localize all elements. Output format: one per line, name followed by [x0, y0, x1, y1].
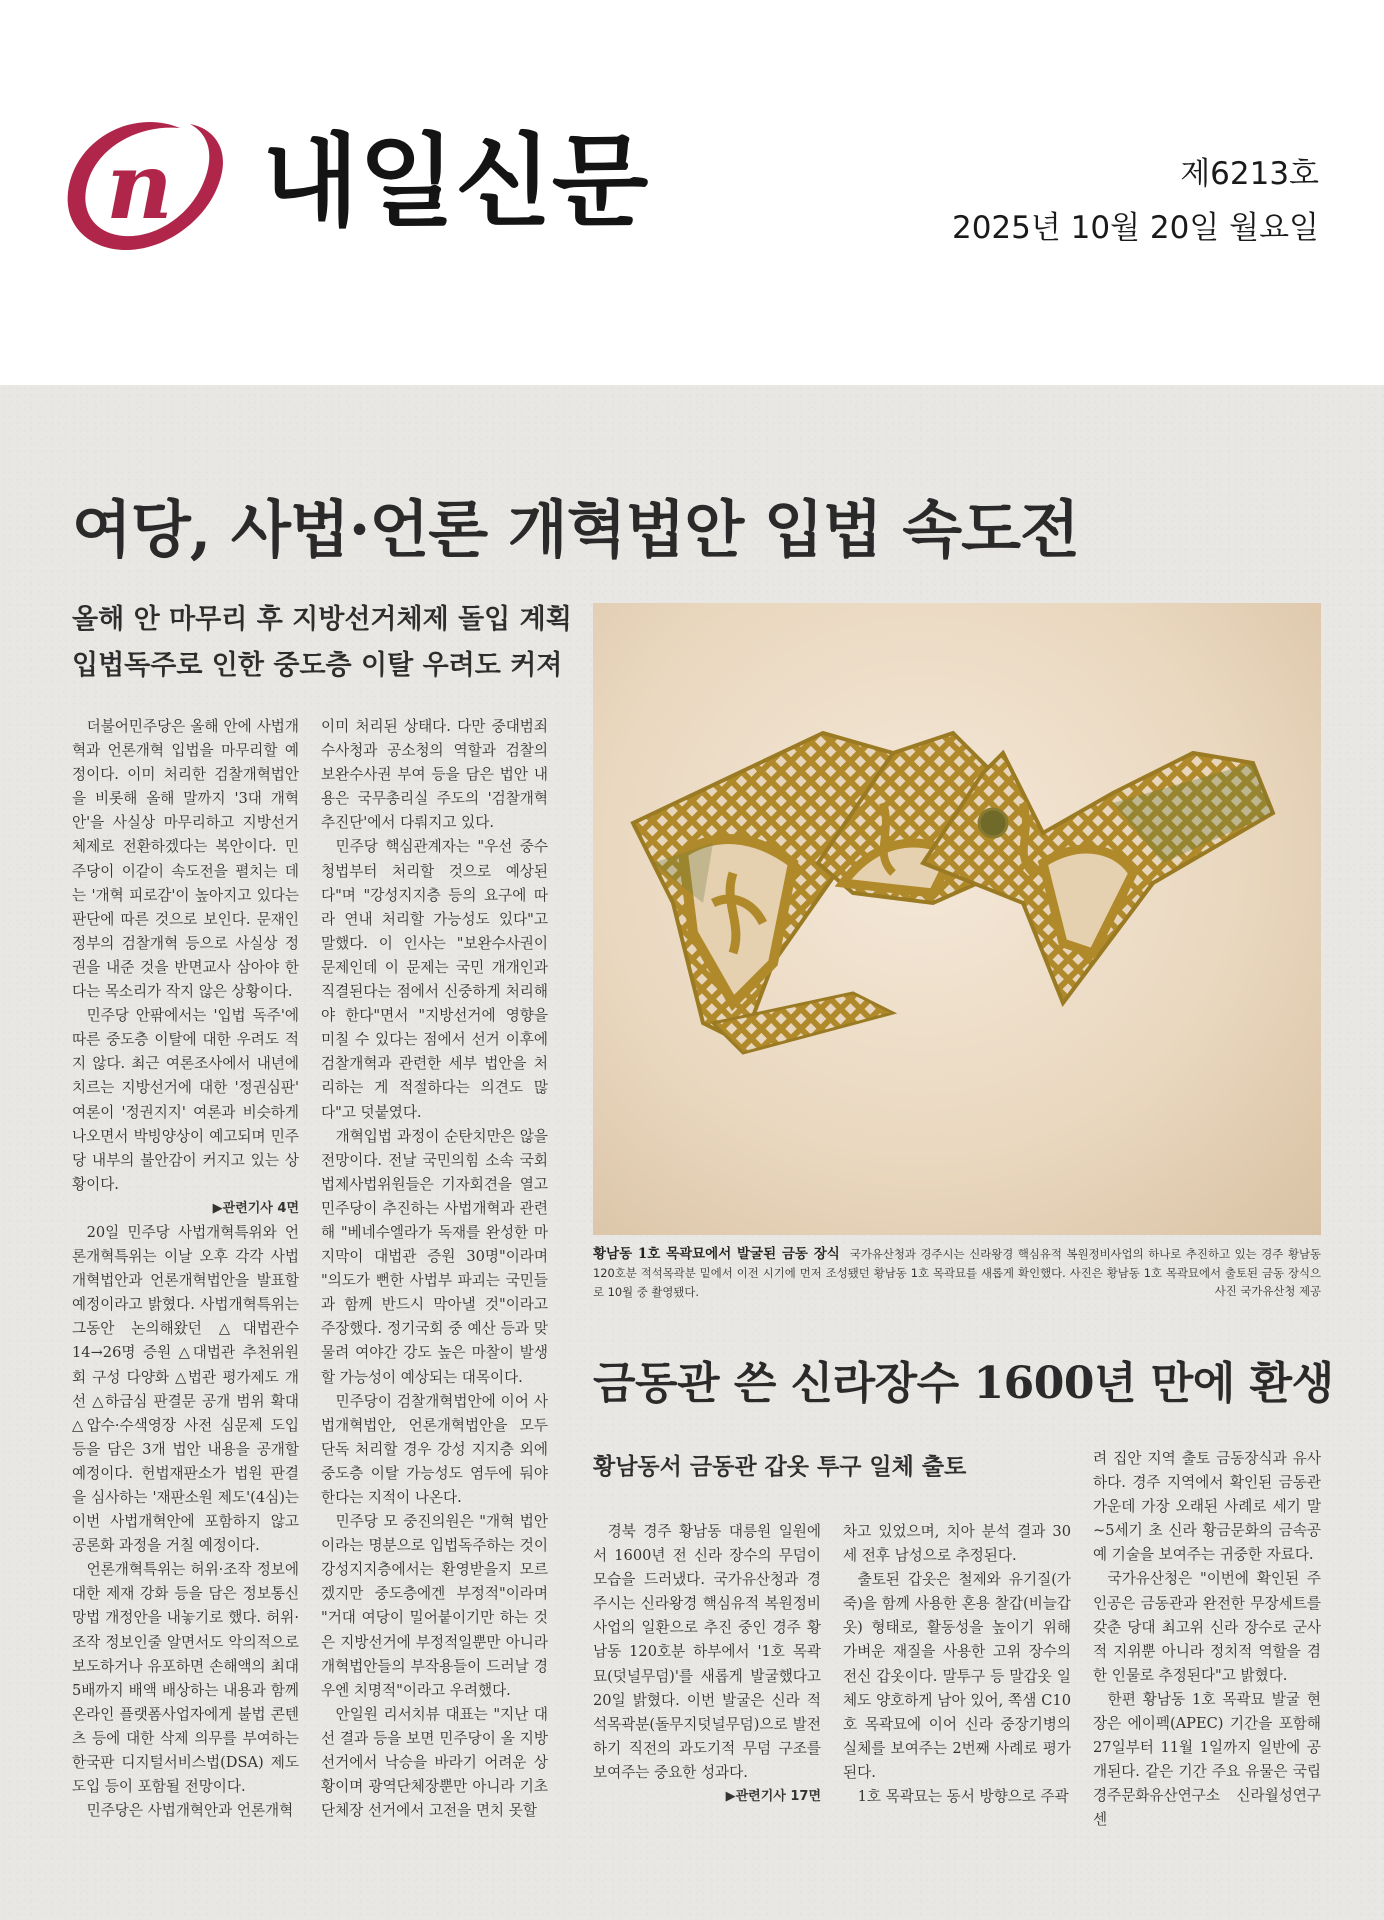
photo-caption-title: 황남동 1호 목곽묘에서 발굴된 금동 장식	[593, 1246, 840, 1262]
masthead	[0, 0, 1384, 385]
main-headline: 여당, 사법·언론 개혁법안 입법 속도전	[72, 493, 1079, 566]
article2-paragraph: 국가유산청은 "이번에 확인된 주인공은 금동관과 완전한 무장세트를 갖춘 당대 최고위 신라 장수로 군사적 지위뿐 아니라 정치적 역할을 겸한 인물로 추정된다"고 밝혔다.	[1093, 1570, 1321, 1684]
article2-column-3	[1093, 1447, 1321, 1902]
article1-paragraph: 민주당 모 중진의원은 "개혁 법안이라는 명분으로 입법독주하는 것이 강성지지층에서는 환영받을지 모르겠지만 중도층에겐 부정적"이라며 "거대 여당이 밀어붙이기만 하는 것은 지방선거에 부정적일뿐만 아니라 개혁법안들의 부작용들이 드러날 경우엔 치명적"이라고 우려했다.	[321, 1513, 548, 1699]
front-page	[0, 385, 1384, 1920]
article1-column-2	[321, 715, 548, 1910]
article2-paragraph: 한편 황남동 1호 목곽묘 발굴 현장은 에이펙(APEC) 기간을 포함해 27일부터 11월 1일까지 일반에 공개된다. 같은 기간 주요 유물은 국립경주문화유산연구소 신라월성연구센	[1093, 1690, 1321, 1829]
article1-paragraph: 민주당 안팎에서는 '입법 독주'에 따른 중도층 이탈에 대한 우려도 적지 않다. 최근 여론조사에서 내년에 치르는 지방선거에 대한 '정권심판' 여론이 '정권지지' 여론과 비슷하게 나오면서 박빙양상이 예고되며 민주당 내부의 불안감이 커지고 있는 상황이다.	[72, 1007, 299, 1193]
logo-letter: n	[106, 132, 173, 240]
article2-paragraph: 차고 있었으며, 치아 분석 결과 30세 전후 남성으로 추정된다.	[843, 1523, 1071, 1565]
article1-paragraph: 더불어민주당은 올해 안에 사법개혁과 언론개혁 입법을 마무리할 예정이다. 이미 처리한 검찰개혁법안을 비롯해 올해 말까지 '3대 개혁안'을 사실상 마무리하고 지방선거체제로 전환하겠다는 복안이다. 민주당이 이같이 속도전을 펼치는 데는 '개혁 피로감'이 높아지고 있다는 판단에 따른 것으로 보인다. 문재인정부의 검찰개혁 등으로 사실상 정권을 내준 것을 반면교사 삼아야 한다는 목소리가 작지 않은 상황이다.	[72, 718, 299, 1001]
article2-paragraph: 1호 목곽묘는 동서 방향으로 주곽	[857, 1788, 1069, 1806]
photo-credit: 사진 국가유산청 제공	[1214, 1284, 1321, 1298]
article1-paragraph: 민주당이 검찰개혁법안에 이어 사법개혁법안, 언론개혁법안을 모두 단독 처리할 경우 강성 지지층 외에 중도층 이탈 가능성도 염두에 둬야 한다는 지적이 나온다.	[321, 1392, 548, 1506]
photo-caption-text: 국가유산청과 경주시는 신라왕경 핵심유적 복원정비사업의 하나로 추진하고 있는 경주 황남동 120호분 적석목곽분 밑에서 이전 시기에 먼저 조성됐던 황남동 1호 목곽묘를 새롭게 확인했다. 사진은 황남동 1호 목곽묘에서 출토된 금동 장식으로 10월 중 촬영됐다.	[593, 1247, 1321, 1299]
article1-paragraph: 개혁입법 과정이 순탄치만은 않을 전망이다. 전날 국민의힘 소속 국회 법제사법위원들은 기자회견을 열고 민주당이 추진하는 사법개혁과 관련해 "베네수엘라가 독재를 완성한 마지막이 대법관 증원 30명"이라며 "의도가 뻔한 사법부 파괴는 국민들과 함께 반드시 막아낼 것"이라고 주장했다. 정기국회 중 예산 등과 맞물려 여야간 강도 높은 마찰이 발생할 가능성이 예상되는 대목이다.	[321, 1127, 548, 1386]
article2-column-2	[843, 1520, 1071, 1900]
article1-paragraph: 민주당 핵심관계자는 "우선 중수청법부터 처리할 것으로 예상된다"며 "강성지지층 등의 요구에 따라 연내 처리할 가능성도 있다"고 말했다. 이 인사는 "보완수사권이 문제인데 이 문제는 국민 개개인과 직결된다는 점에서 신중하게 처리해야 한다"면서 "지방선거에 영향을 미칠 수 있다는 점에서 선거 이후에 검찰개혁과 관련한 세부 법안을 처리하는 게 적절하다는 의견도 많다"고 덧붙였다.	[321, 838, 548, 1121]
article2-column-1	[593, 1520, 821, 1900]
gilt-bronze-ornament-image	[593, 603, 1321, 1235]
article2-paragraph: 경북 경주 황남동 대릉원 일원에서 1600년 전 신라 장수의 무덤이 모습을 드러냈다. 국가유산청과 경주시는 신라왕경 핵심유적 복원정비사업의 일환으로 추진 중인 경주 황남동 120호분 하부에서 '1호 목곽묘(덧널무덤)'를 새롭게 발굴했다고 20일 밝혔다. 이번 발굴은 신라 적석목곽분(돌무지덧널무덤)으로 발전하기 직전의 과도기적 무덤 구조를 보여주는 중요한 성과다.	[593, 1523, 821, 1781]
article2-paragraph: 려 집안 지역 출토 금동장식과 유사하다. 경주 지역에서 확인된 금동관 가운데 가장 오래된 사례로 세기 말~5세기 초 신라 황금문화의 금속공예 기술을 보여주는 귀중한 자료다.	[1093, 1450, 1321, 1564]
article1-paragraph: 20일 민주당 사법개혁특위와 언론개혁특위는 이날 오후 각각 사법개혁법안과 언론개혁법안을 발표할 예정이라고 밝혔다. 사법개혁특위는 그동안 논의해왔던 △대법관수 14→26명 증원 △대법관 추천위원회 구성 다양화 △법관 평가제도 개선 △하급심 판결문 공개 범위 확대 △압수·수색영장 사전 심문제 도입 등을 담은 3개 법안 내용을 공개할 예정이다. 헌법재판소가 법원 판결을 심사하는 '재판소원 제도'(4심)는 이번 사법개혁안에 포함하지 않고 공론화 과정을 거칠 예정이다.	[72, 1223, 299, 1555]
second-headline: 금동관 쓴 신라장수 1600년 만에 환생	[593, 1358, 1334, 1409]
main-subhead-1: 올해 안 마무리 후 지방선거체제 돌입 계획	[72, 604, 572, 635]
issue-date: 2025년 10월 20일 월요일	[951, 210, 1319, 246]
second-subhead: 황남동서 금동관 갑옷 투구 일체 출토	[593, 1453, 967, 1480]
related-article-link[interactable]: ▶관련기사 17면	[725, 1789, 821, 1805]
brand-name: 내일신문	[262, 123, 649, 240]
article1-paragraph: 이미 처리된 상태다. 다만 중대범죄수사청과 공소청의 역할과 검찰의 보완수사권 부여 등을 담은 법안 내용은 국무총리실 주도의 '검찰개혁추진단'에서 다뤄지고 있다.	[321, 718, 548, 832]
article1-paragraph: 안일원 리서치뷰 대표는 "지난 대선 결과 등을 보면 민주당이 올 지방선거에서 낙승을 바라기 어려운 상황이며 광역단체장뿐만 아니라 기초단체장 선거에서 고전을 면치 못할	[321, 1705, 548, 1820]
main-subhead-2: 입법독주로 인한 중도층 이탈 우려도 커져	[72, 650, 563, 681]
article1-paragraph: 언론개혁특위는 허위·조작 정보에 대한 제재 강화 등을 담은 정보통신망법 개정안을 내놓기로 했다. 허위·조작 정보인줄 알면서도 악의적으로 보도하거나 유포하면 손해액의 최대 5배까지 배액 배상하는 내용과 함께 온라인 플랫폼사업자에게 불법 콘텐츠 등에 대한 삭제 의무를 부여하는 한국판 디지털서비스법(DSA) 제도 도입 등이 포함될 전망이다.	[72, 1561, 299, 1796]
photo-caption	[593, 1245, 1321, 1302]
article1-column-1	[72, 715, 299, 1910]
issue-number: 제6213호	[1180, 156, 1319, 192]
article1-paragraph: 민주당은 사법개혁안과 언론개혁	[86, 1802, 294, 1820]
newspaper-logo-icon	[62, 110, 232, 260]
artifact-photo	[593, 603, 1321, 1235]
article2-paragraph: 출토된 갑옷은 철제와 유기질(가죽)을 함께 사용한 혼용 찰갑(비늘갑옷) 형태로, 활동성을 높이기 위해 가벼운 재질을 사용한 고위 장수의 전신 갑옷이다. 말투구 등 말갑옷 일체도 양호하게 남아 있어, 쪽샘 C10호 목곽묘에 이어 신라 중장기병의 실체를 보여주는 2번째 사례로 평가된다.	[843, 1571, 1071, 1781]
related-article-link[interactable]: ▶관련기사 4면	[212, 1200, 299, 1216]
